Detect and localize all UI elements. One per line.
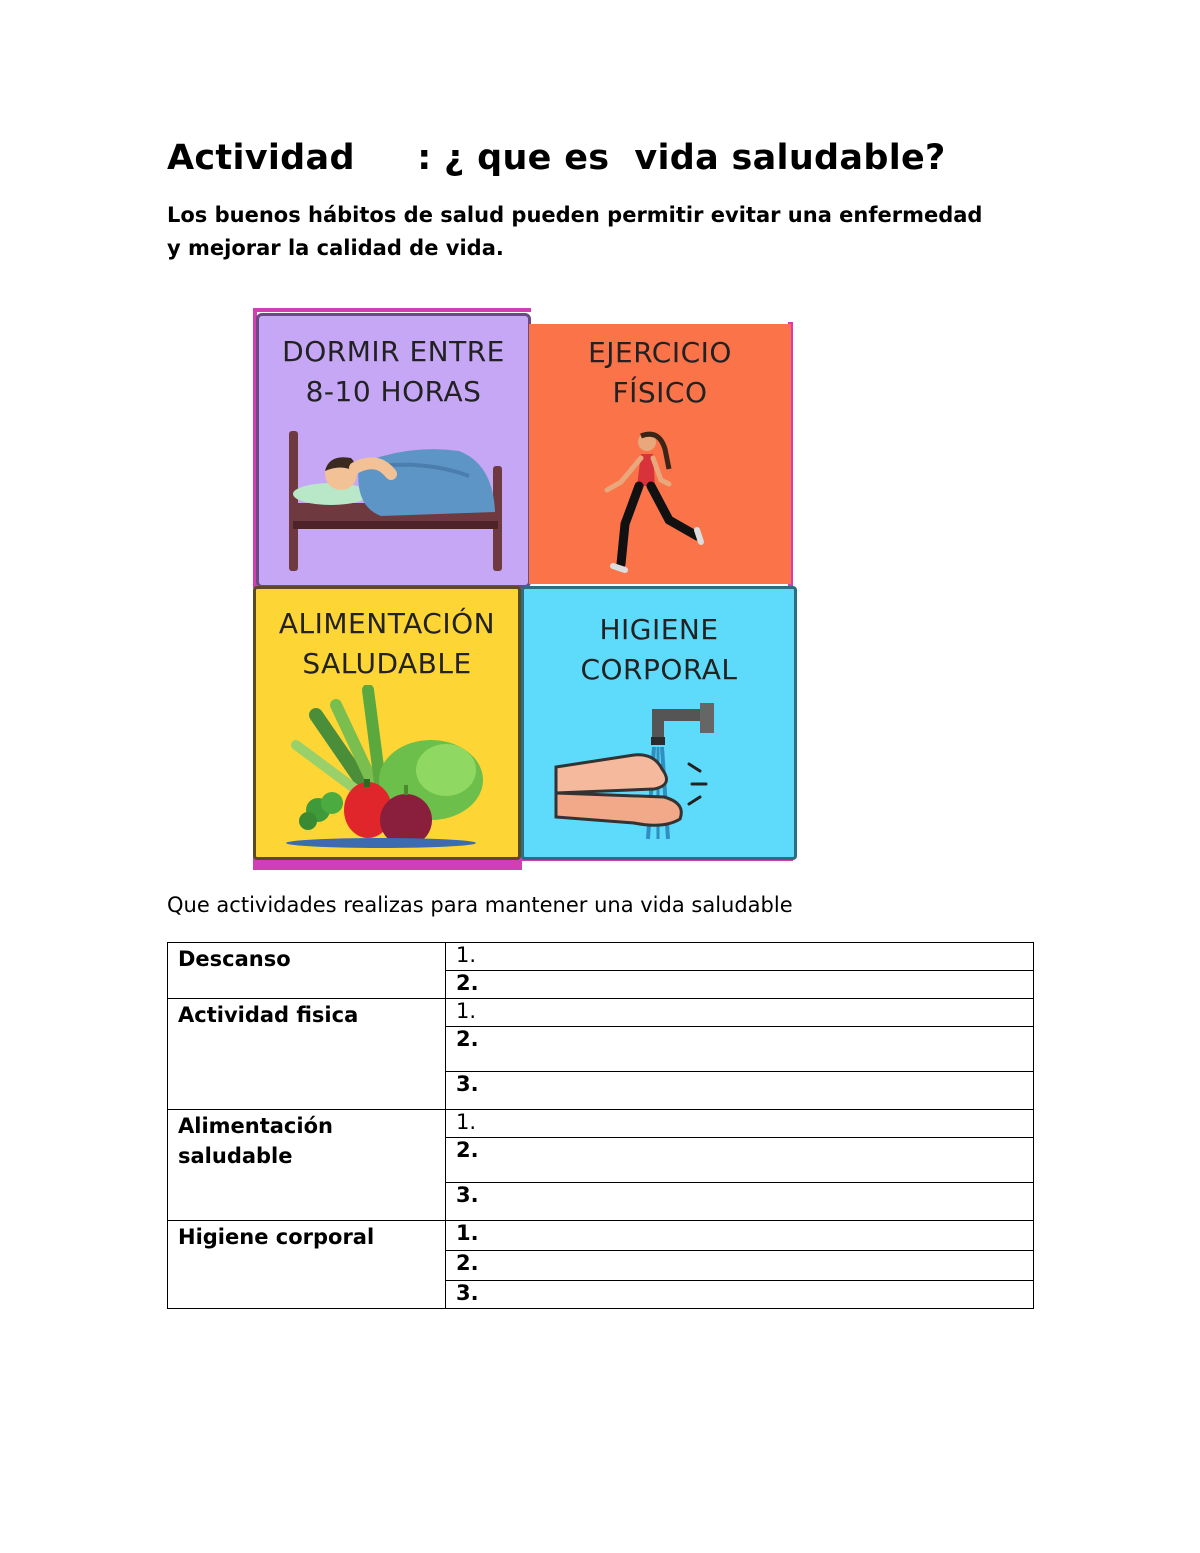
runner-icon — [529, 424, 791, 584]
panel-label: CORPORAL — [580, 653, 738, 686]
frame-border — [253, 308, 531, 312]
table-row — [168, 943, 1034, 971]
answer-field[interactable]: 1. — [446, 943, 1034, 971]
answer-field[interactable]: 1. — [446, 1110, 1034, 1138]
panel-label: HIGIENE — [599, 613, 719, 646]
panel-hygiene — [521, 586, 797, 860]
intro-text: Los buenos hábitos de salud pueden permitir evitar una enfermedad y mejorar la calidad de vida. — [167, 203, 983, 260]
answer-field[interactable]: 3. — [446, 1072, 1034, 1110]
panel-label: SALUDABLE — [302, 647, 472, 680]
panel-sleep — [256, 313, 531, 588]
answer-field[interactable]: 1. — [446, 1221, 1034, 1251]
category-cell: Actividad fisica — [168, 999, 446, 1110]
panel-food — [253, 586, 521, 860]
category-cell: Higiene corporal — [168, 1221, 446, 1309]
panel-label: ALIMENTACIÓN — [278, 607, 496, 640]
vegetables-icon — [256, 685, 518, 855]
handwashing-icon — [524, 689, 794, 859]
bed-icon — [259, 416, 528, 586]
table-row — [168, 1221, 1034, 1251]
question-text: Que actividades realizas para mantener una vida saludable — [167, 893, 793, 917]
panel-label: EJERCICIO — [588, 336, 732, 369]
table-row — [168, 1110, 1034, 1138]
answer-field[interactable]: 1. — [446, 999, 1034, 1027]
answer-field[interactable]: 2. — [446, 1251, 1034, 1281]
activities-table — [167, 942, 1034, 1309]
answer-field[interactable]: 2. — [446, 1027, 1034, 1072]
answer-field[interactable]: 2. — [446, 1138, 1034, 1183]
panel-label: FÍSICO — [612, 376, 708, 409]
category-cell: Descanso — [168, 943, 446, 999]
panel-label: 8-10 HORAS — [305, 375, 482, 408]
answer-field[interactable]: 3. — [446, 1183, 1034, 1221]
panel-exercise — [529, 324, 791, 584]
page-title: Actividad : ¿ que es vida saludable? — [167, 138, 946, 178]
table-row — [168, 999, 1034, 1027]
answer-field[interactable]: 2. — [446, 971, 1034, 999]
category-cell: Alimentación saludable — [168, 1110, 446, 1221]
panel-label: DORMIR ENTRE — [282, 335, 505, 368]
answer-field[interactable]: 3. — [446, 1281, 1034, 1309]
